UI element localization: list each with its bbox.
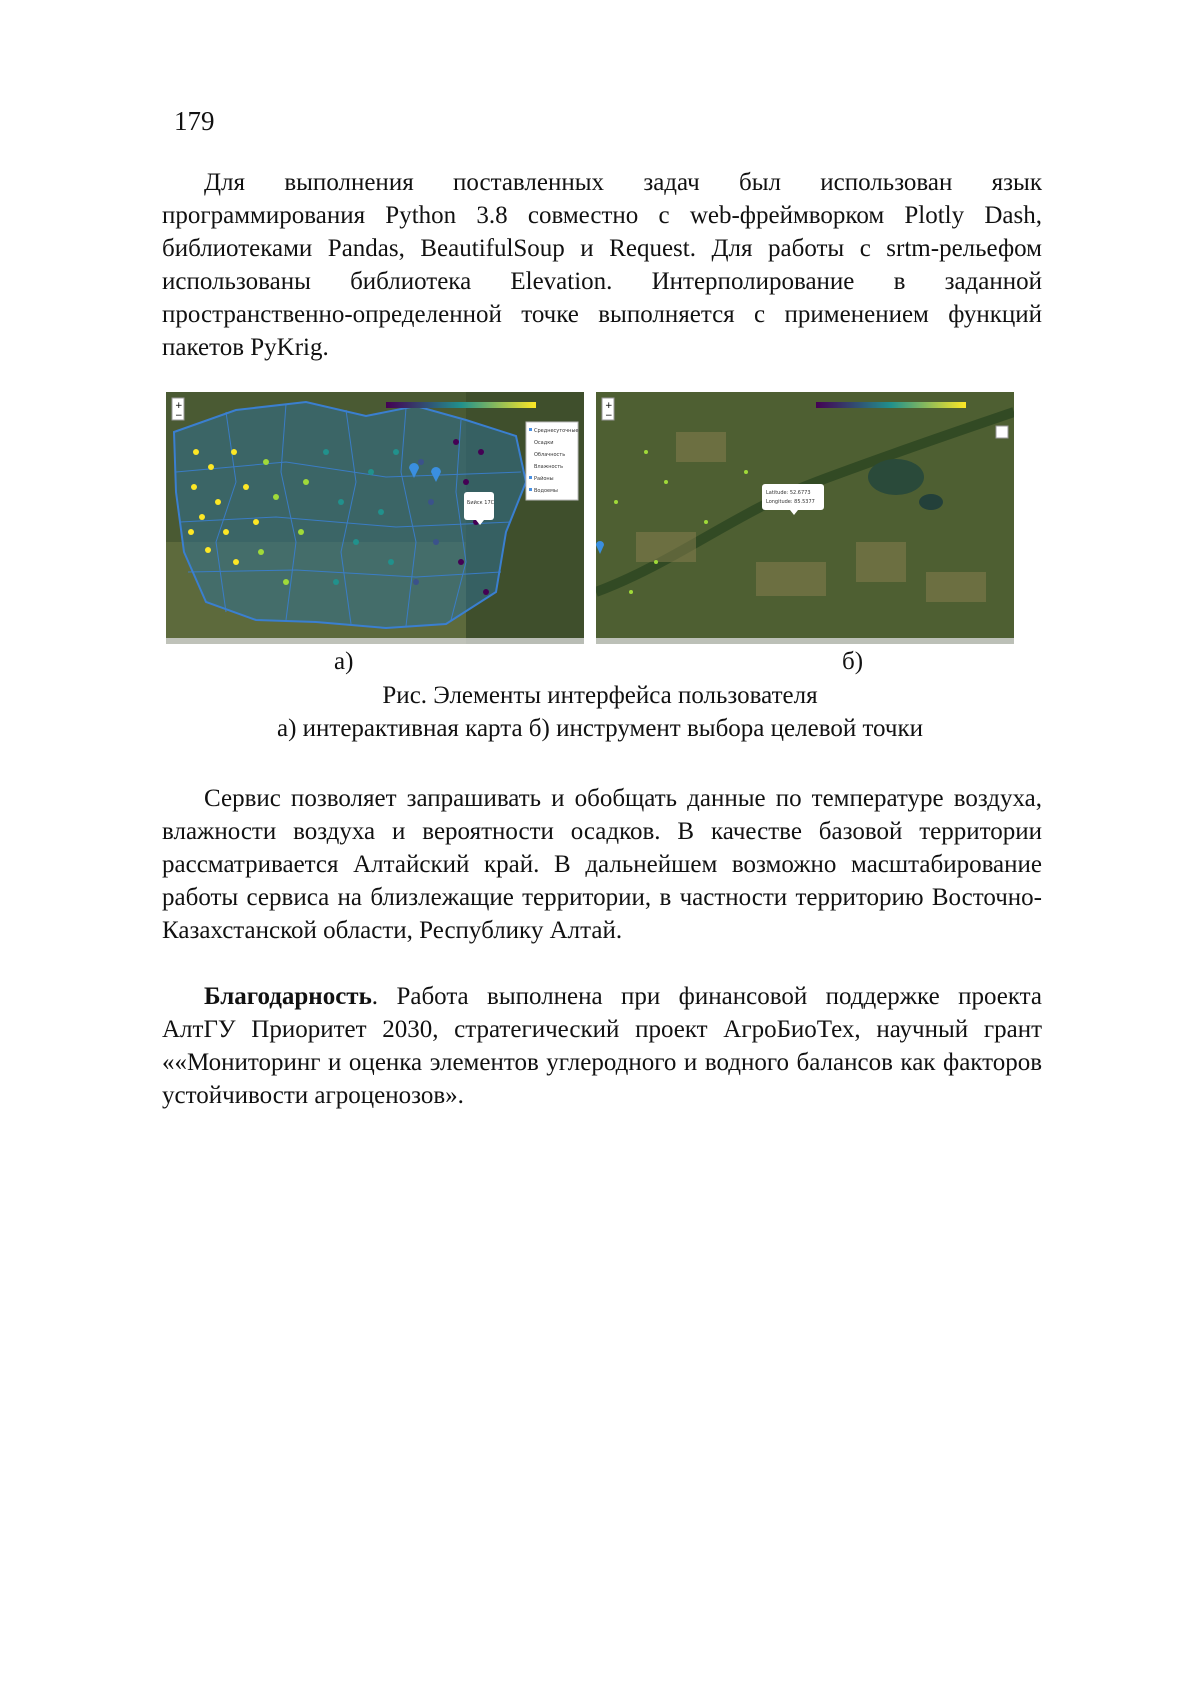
page-number: 179 — [174, 106, 215, 137]
layers-icon[interactable] — [996, 426, 1008, 438]
popup-latitude: Latitude: 52.6773 — [766, 490, 811, 496]
paragraph-service — [162, 782, 1042, 947]
zoom-out-button[interactable]: − — [175, 411, 183, 421]
interactive-map-image — [166, 392, 584, 644]
paragraph-methods — [162, 166, 1042, 364]
zoom-out-button-b[interactable]: − — [605, 411, 613, 421]
legend-item-2[interactable]: Осадки — [534, 440, 553, 446]
zoom-in-button-b[interactable]: + — [605, 401, 613, 411]
legend-item-5[interactable]: Районы — [534, 475, 554, 482]
figure-caption: Рис. Элементы интерфейса пользователя — [0, 682, 1200, 710]
paragraph-acknowledgement — [162, 980, 1042, 1112]
figure-label-b: б) — [842, 648, 863, 676]
figure-target-point-tool — [596, 392, 1014, 644]
figure-subcaption: а) интерактивная карта б) инструмент выбора целевой точки — [0, 715, 1200, 743]
legend-item-6[interactable]: Водоемы — [534, 488, 558, 494]
zoom-in-button[interactable]: + — [175, 401, 183, 411]
paragraph-methods-text: Для выполнения поставленных задач был использован язык программирования Python 3.8 совместно с web-фреймворком Plotly Dash, библиотеками Pandas, BeautifulSoup и Request. Для работы с srtm-рельефом использованы библиотека Elevation. Интерполирование в заданной пространственно-определенной точке выполняется с применением функций пакетов PyKrig. — [162, 169, 1042, 361]
acknowledgement-text: . Работа выполнена при финансовой поддержке проекта АлтГУ Приоритет 2030, стратегический проект АгроБиоТех, научный грант ««Мониторинг и оценка элементов углеродного и водного балансов как факторов устойчивости агроценозов». — [162, 983, 1042, 1109]
paragraph-service-text: Сервис позволяет запрашивать и обобщать данные по температуре воздуха, влажности воздуха и вероятности осадков. В качестве базовой территории рассматривается Алтайский край. В дальнейшем возможно масштабирование работы сервиса на близлежащие территории, в частности территорию Восточно-Казахстанской области, Республику Алтай. — [162, 785, 1042, 944]
popup-longitude: Longitude: 85.5377 — [766, 499, 815, 505]
map-popup-text: Бийск 17С — [467, 499, 495, 506]
legend-item-4[interactable]: Влажность — [534, 464, 563, 470]
legend-item-3[interactable]: Облачность — [534, 452, 565, 458]
figure-interactive-map — [166, 392, 584, 644]
acknowledgement-heading: Благодарность — [204, 983, 372, 1010]
target-point-map-image — [596, 392, 1014, 644]
figure-label-a: а) — [334, 648, 353, 676]
legend-item-1[interactable]: Среднесуточные — [534, 428, 578, 434]
